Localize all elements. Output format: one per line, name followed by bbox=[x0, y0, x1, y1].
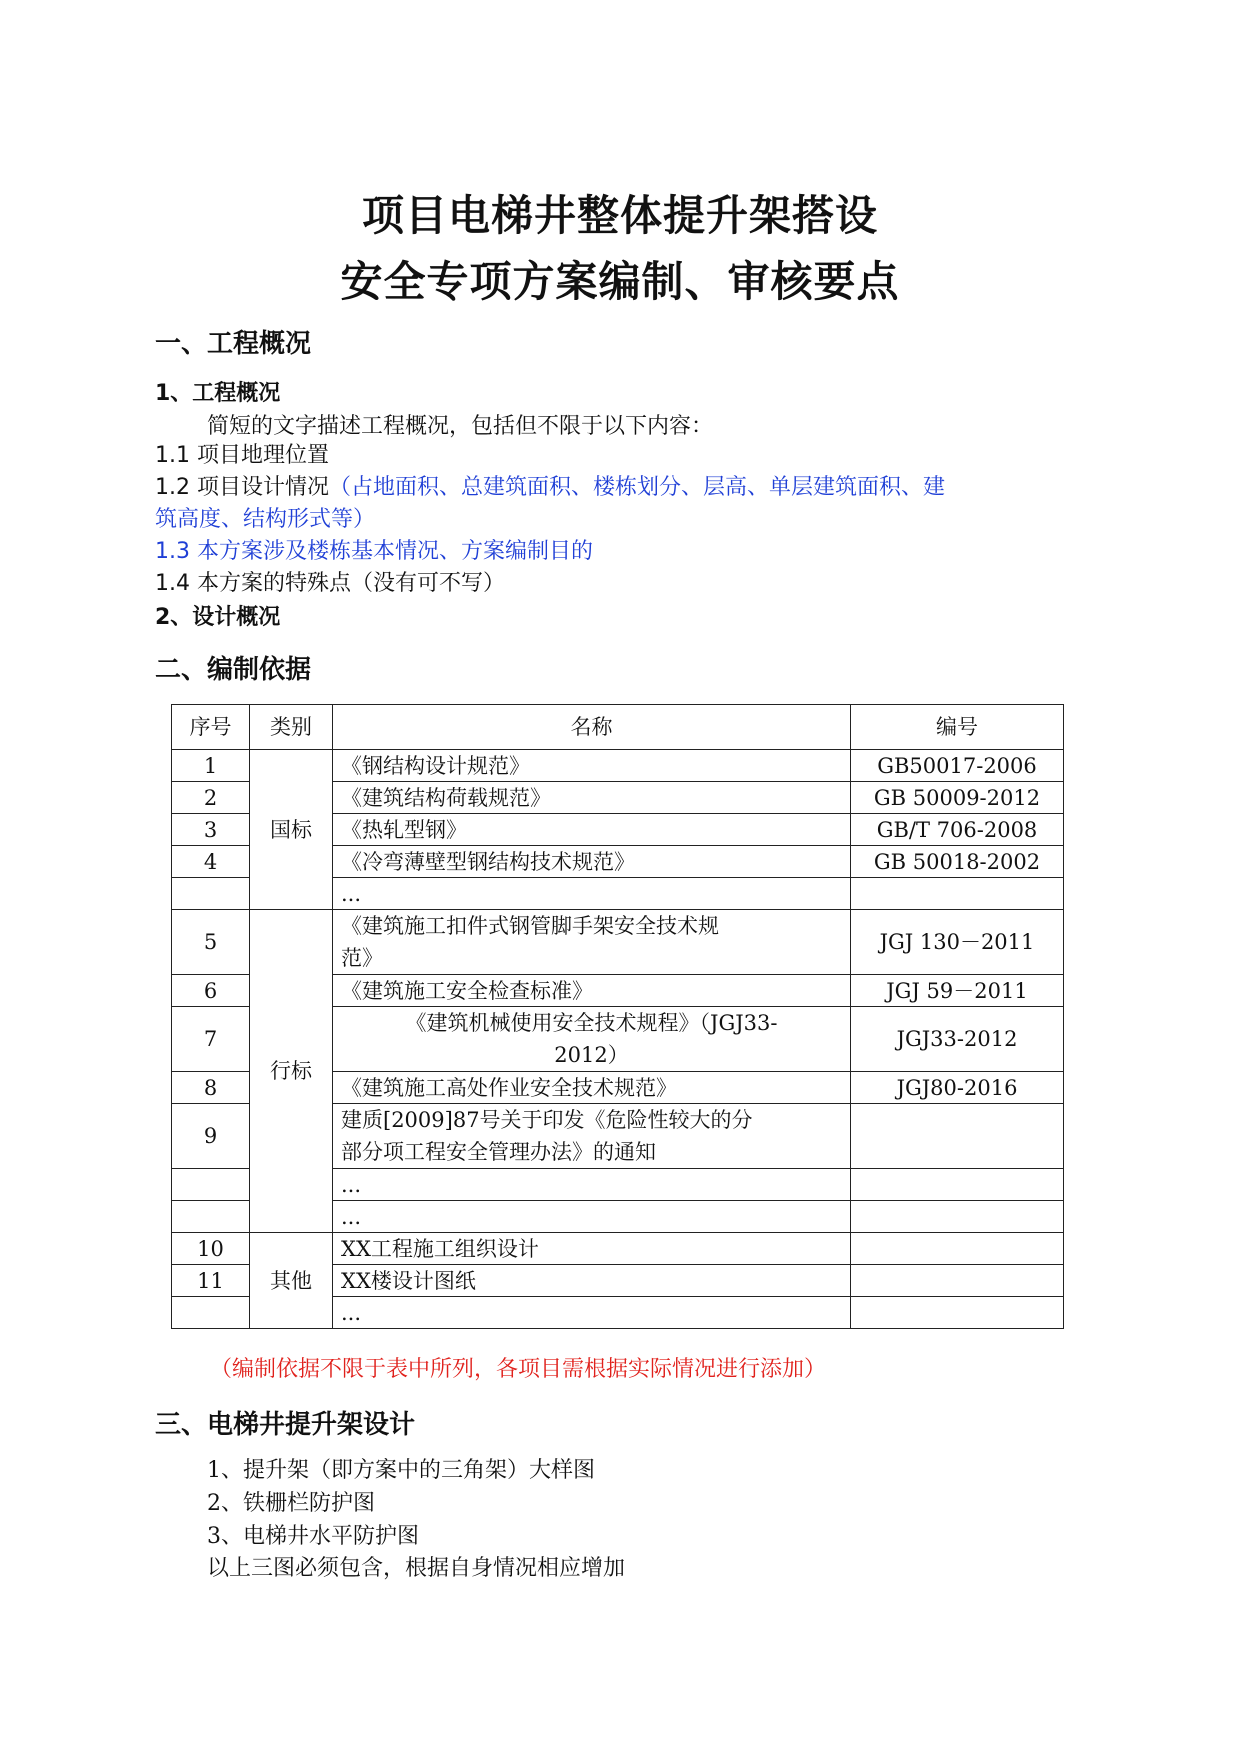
row-no: 11 bbox=[172, 1265, 250, 1297]
row-no: 10 bbox=[172, 1233, 250, 1265]
row-no: 9 bbox=[172, 1104, 250, 1169]
item-1-2 bbox=[155, 472, 945, 504]
item-1-3-text: 本方案涉及楼栋基本情况、方案编制目的 bbox=[197, 539, 594, 564]
row-code: GB/T 706-2008 bbox=[851, 814, 1064, 846]
row-no bbox=[172, 1201, 250, 1233]
row-code bbox=[851, 1169, 1064, 1201]
row-name: 《钢结构设计规范》 bbox=[333, 750, 851, 782]
section1-heading: 一、工程概况 bbox=[155, 329, 312, 359]
category-cell-hangbiao: 行标 bbox=[250, 910, 333, 1233]
row-no: 6 bbox=[172, 975, 250, 1007]
row-name-line2: 部分项工程安全管理办法》的通知 bbox=[341, 1140, 656, 1164]
table-row bbox=[172, 1233, 1064, 1265]
row-no: 3 bbox=[172, 814, 250, 846]
row-no: 5 bbox=[172, 910, 250, 975]
item-1-2-text: 项目设计情况 bbox=[197, 475, 330, 500]
category-cell-qita: 其他 bbox=[250, 1233, 333, 1329]
col-header-code: 编号 bbox=[851, 705, 1064, 750]
row-no bbox=[172, 1169, 250, 1201]
item-1-2-note-cont: 筑高度、结构形式等） bbox=[155, 507, 376, 532]
col-header-category: 类别 bbox=[250, 705, 333, 750]
row-code: GB 50009-2012 bbox=[851, 782, 1064, 814]
row-code: JGJ33-2012 bbox=[851, 1007, 1064, 1072]
item-1-1-number: 1.1 bbox=[155, 443, 190, 468]
row-code bbox=[851, 1201, 1064, 1233]
row-name: XX工程施工组织设计 bbox=[333, 1233, 851, 1265]
row-code bbox=[851, 878, 1064, 910]
row-name: 《建筑结构荷载规范》 bbox=[333, 782, 851, 814]
item-1-4-number: 1.4 bbox=[155, 571, 190, 596]
row-name bbox=[333, 1007, 851, 1072]
item-1-2-number: 1.2 bbox=[155, 475, 190, 500]
row-name-line1: 建质[2009]87号关于印发《危险性较大的分 bbox=[341, 1108, 753, 1132]
section3-heading: 三、电梯井提升架设计 bbox=[155, 1410, 416, 1440]
row-name-line1: 《建筑机械使用安全技术规程》（JGJ33- bbox=[405, 1011, 778, 1035]
section3-item-3: 3、电梯井水平防护图 bbox=[207, 1524, 419, 1549]
row-name: ... bbox=[333, 1169, 851, 1201]
basis-table-note: （编制依据不限于表中所列，各项目需根据实际情况进行添加） bbox=[210, 1357, 827, 1382]
item-1-1-text: 项目地理位置 bbox=[197, 443, 330, 468]
col-header-no: 序号 bbox=[172, 705, 250, 750]
table-header-row bbox=[172, 705, 1064, 750]
row-name: 《建筑施工安全检查标准》 bbox=[333, 975, 851, 1007]
row-name-line2: 范》 bbox=[341, 946, 383, 970]
table-row bbox=[172, 750, 1064, 782]
item-1-2-note: （占地面积、总建筑面积、楼栋划分、层高、单层建筑面积、建 bbox=[329, 475, 946, 500]
row-no: 7 bbox=[172, 1007, 250, 1072]
item-1-3-number: 1.3 bbox=[155, 539, 190, 564]
row-code: GB50017-2006 bbox=[851, 750, 1064, 782]
row-no: 4 bbox=[172, 846, 250, 878]
row-no: 8 bbox=[172, 1072, 250, 1104]
row-name: 《热轧型钢》 bbox=[333, 814, 851, 846]
row-name-line2: 2012） bbox=[554, 1043, 629, 1067]
row-code bbox=[851, 1104, 1064, 1169]
row-name: ... bbox=[333, 878, 851, 910]
row-no bbox=[172, 878, 250, 910]
row-name-line1: 《建筑施工扣件式钢管脚手架安全技术规 bbox=[341, 914, 719, 938]
item-1-3 bbox=[155, 536, 593, 568]
document-title-line1: 项目电梯井整体提升架搭设 bbox=[361, 191, 878, 240]
section1-sub1-heading: 1、工程概况 bbox=[155, 381, 281, 406]
row-name: 《建筑施工高处作业安全技术规范》 bbox=[333, 1072, 851, 1104]
row-code bbox=[851, 1297, 1064, 1329]
section1-intro: 简短的文字描述工程概况，包括但不限于以下内容： bbox=[207, 414, 714, 439]
section3-summary: 以上三图必须包含，根据自身情况相应增加 bbox=[207, 1556, 626, 1581]
row-code: JGJ 59－2011 bbox=[851, 975, 1064, 1007]
row-name: ... bbox=[333, 1297, 851, 1329]
row-name: ... bbox=[333, 1201, 851, 1233]
col-header-name: 名称 bbox=[333, 705, 851, 750]
section3-item-1: 1、提升架（即方案中的三角架）大样图 bbox=[207, 1458, 595, 1483]
table-row bbox=[172, 910, 1064, 975]
row-name: 《冷弯薄壁型钢结构技术规范》 bbox=[333, 846, 851, 878]
row-no: 2 bbox=[172, 782, 250, 814]
item-1-4-text: 本方案的特殊点（没有可不写） bbox=[197, 571, 506, 596]
category-cell-guobiao: 国标 bbox=[250, 750, 333, 910]
section2-heading: 二、编制依据 bbox=[155, 655, 312, 685]
row-code bbox=[851, 1265, 1064, 1297]
row-name: XX楼设计图纸 bbox=[333, 1265, 851, 1297]
basis-table bbox=[171, 704, 1064, 1329]
row-name bbox=[333, 910, 851, 975]
row-no bbox=[172, 1297, 250, 1329]
item-1-4 bbox=[155, 568, 505, 600]
row-code: JGJ80-2016 bbox=[851, 1072, 1064, 1104]
row-code: GB 50018-2002 bbox=[851, 846, 1064, 878]
row-no: 1 bbox=[172, 750, 250, 782]
section3-item-2: 2、铁栅栏防护图 bbox=[207, 1491, 375, 1516]
item-1-1 bbox=[155, 440, 329, 472]
document-title-line2: 安全专项方案编制、审核要点 bbox=[340, 257, 900, 306]
section1-sub2-heading: 2、设计概况 bbox=[155, 605, 281, 630]
row-code: JGJ 130－2011 bbox=[851, 910, 1064, 975]
row-name bbox=[333, 1104, 851, 1169]
row-code bbox=[851, 1233, 1064, 1265]
